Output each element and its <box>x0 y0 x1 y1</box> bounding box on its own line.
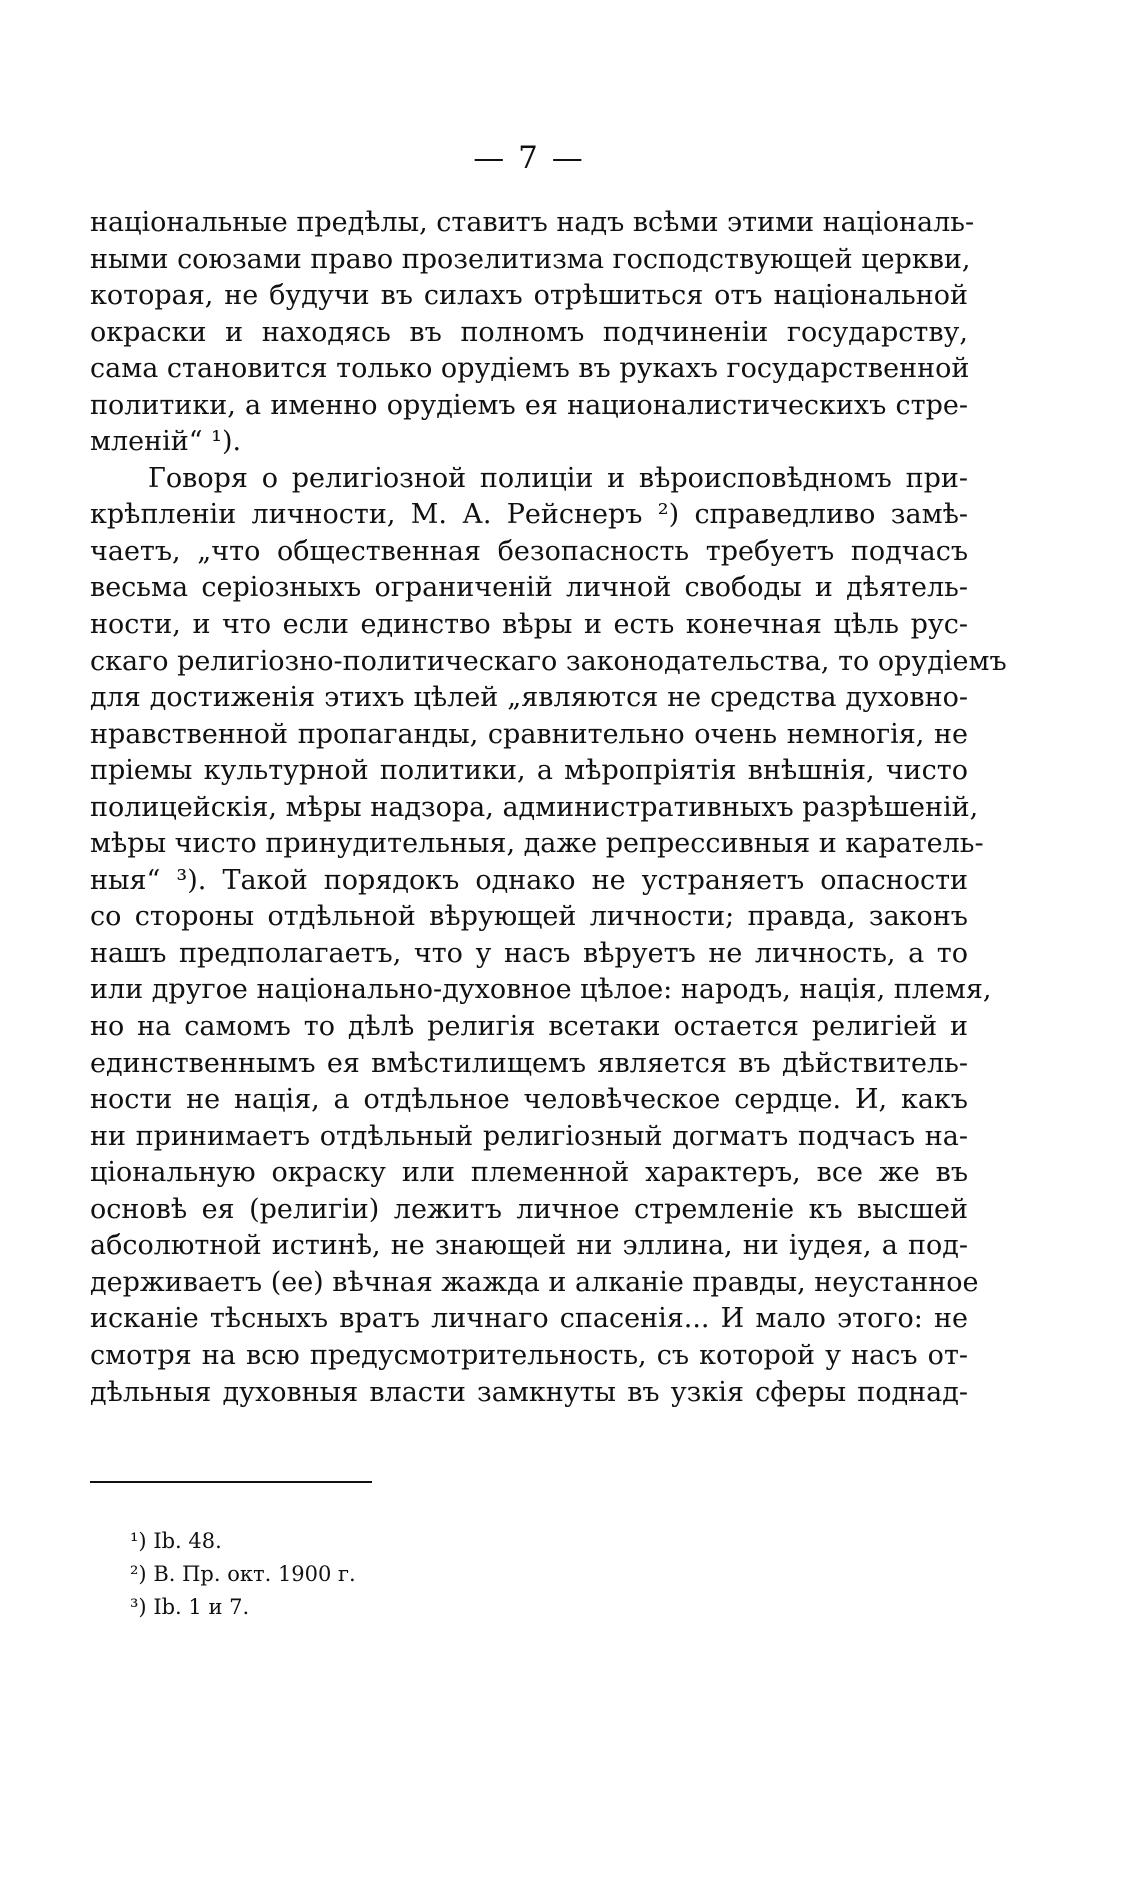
footnote-mark: ¹) <box>130 1529 147 1553</box>
text-line: ности не нація, а отдѣльное человѣческое сердце. И, какъ <box>90 1084 968 1116</box>
text-line: абсолютной истинѣ, не знающей ни эллина, ни іудея, а под- <box>90 1230 968 1262</box>
text-line: или другое національно-духовное цѣлое: народъ, нація, племя, <box>90 974 992 1006</box>
footnote-text: В. Пр. окт. 1900 г. <box>153 1562 356 1586</box>
text-line: Говоря о религіозной полиціи и вѣроисповѣдномъ при- <box>148 462 968 494</box>
text-line: смотря на всю предусмотрительность, съ которой у насъ от- <box>90 1339 968 1371</box>
text-line: мленій“ ¹). <box>90 426 242 458</box>
page-number: — 7 — <box>473 140 585 176</box>
footnote-item <box>130 1558 356 1591</box>
footnote-item <box>130 1525 356 1558</box>
text-line: сама становится только орудіемъ въ рукахъ государственной <box>90 353 970 385</box>
text-line: весьма серіозныхъ ограниченій личной свободы и дѣятель- <box>90 572 968 604</box>
footnotes <box>130 1525 356 1624</box>
text-line: основѣ ея (религіи) лежитъ личное стремленіе къ высшей <box>90 1193 968 1225</box>
text-line: скаго религіозно-политическаго законодательства, то орудіемъ <box>90 645 1007 677</box>
text-line: ными союзами право прозелитизма господствующей церкви, <box>90 243 971 275</box>
text-line: со стороны отдѣльной вѣрующей личности; правда, законъ <box>90 901 968 933</box>
footnote-text: Ib. 1 и 7. <box>153 1595 250 1619</box>
body-text <box>90 205 1007 1411</box>
text-line: политики, а именно орудіемъ ея националистическихъ стре- <box>90 389 968 421</box>
text-line: единственнымъ ея вмѣстилищемъ является въ дѣйствитель- <box>90 1047 968 1079</box>
text-line: дѣльныя духовныя власти замкнуты въ узкія сферы поднад- <box>90 1376 968 1408</box>
text-line: исканіе тѣсныхъ вратъ личнаго спасенія... И мало этого: не <box>90 1303 968 1335</box>
text-line: окраски и находясь въ полномъ подчиненіи государству, <box>90 316 968 348</box>
footnote-text: Ib. 48. <box>153 1529 222 1553</box>
text-line: которая, не будучи въ силахъ отрѣшиться отъ національной <box>90 280 968 312</box>
text-line: ныя“ ³). Такой порядокъ однако не устраняетъ опасности <box>90 864 968 896</box>
text-line: ни принимаетъ отдѣльный религіозный догматъ подчасъ на- <box>90 1120 968 1152</box>
text-line: для достиженія этихъ цѣлей „являются не средства духовно- <box>90 682 968 714</box>
footnote-divider <box>90 1481 372 1483</box>
footnote-mark: ³) <box>130 1595 147 1619</box>
text-line: чаетъ, „что общественная безопасность требуетъ подчасъ <box>90 535 968 567</box>
text-line: держиваетъ (ее) вѣчная жажда и алканіе правды, неустанное <box>90 1266 979 1298</box>
text-line: ціональную окраску или племенной характеръ, все же въ <box>90 1157 968 1189</box>
text-line: но на самомъ то дѣлѣ религія всетаки остается религіей и <box>90 1011 968 1043</box>
text-line: ности, и что если единство вѣры и есть конечная цѣль рус- <box>90 609 968 641</box>
text-line: пріемы культурной политики, а мѣропріятія внѣшнія, чисто <box>90 755 968 787</box>
text-line: нравственной пропаганды, сравнительно очень немногія, не <box>90 718 968 750</box>
footnote-mark: ²) <box>130 1562 147 1586</box>
footnote-item <box>130 1591 356 1624</box>
text-line: національные предѣлы, ставитъ надъ всѣми этими національ- <box>90 207 975 238</box>
text-line: нашъ предполагаетъ, что у насъ вѣруетъ не личность, а то <box>90 937 968 969</box>
text-line: мѣры чисто принудительныя, даже репрессивныя и каратель- <box>90 828 984 860</box>
text-line: полицейскія, мѣры надзора, административныхъ разрѣшеній, <box>90 791 979 823</box>
text-line: крѣпленіи личности, М. А. Рейснеръ ²) справедливо замѣ- <box>90 499 968 531</box>
